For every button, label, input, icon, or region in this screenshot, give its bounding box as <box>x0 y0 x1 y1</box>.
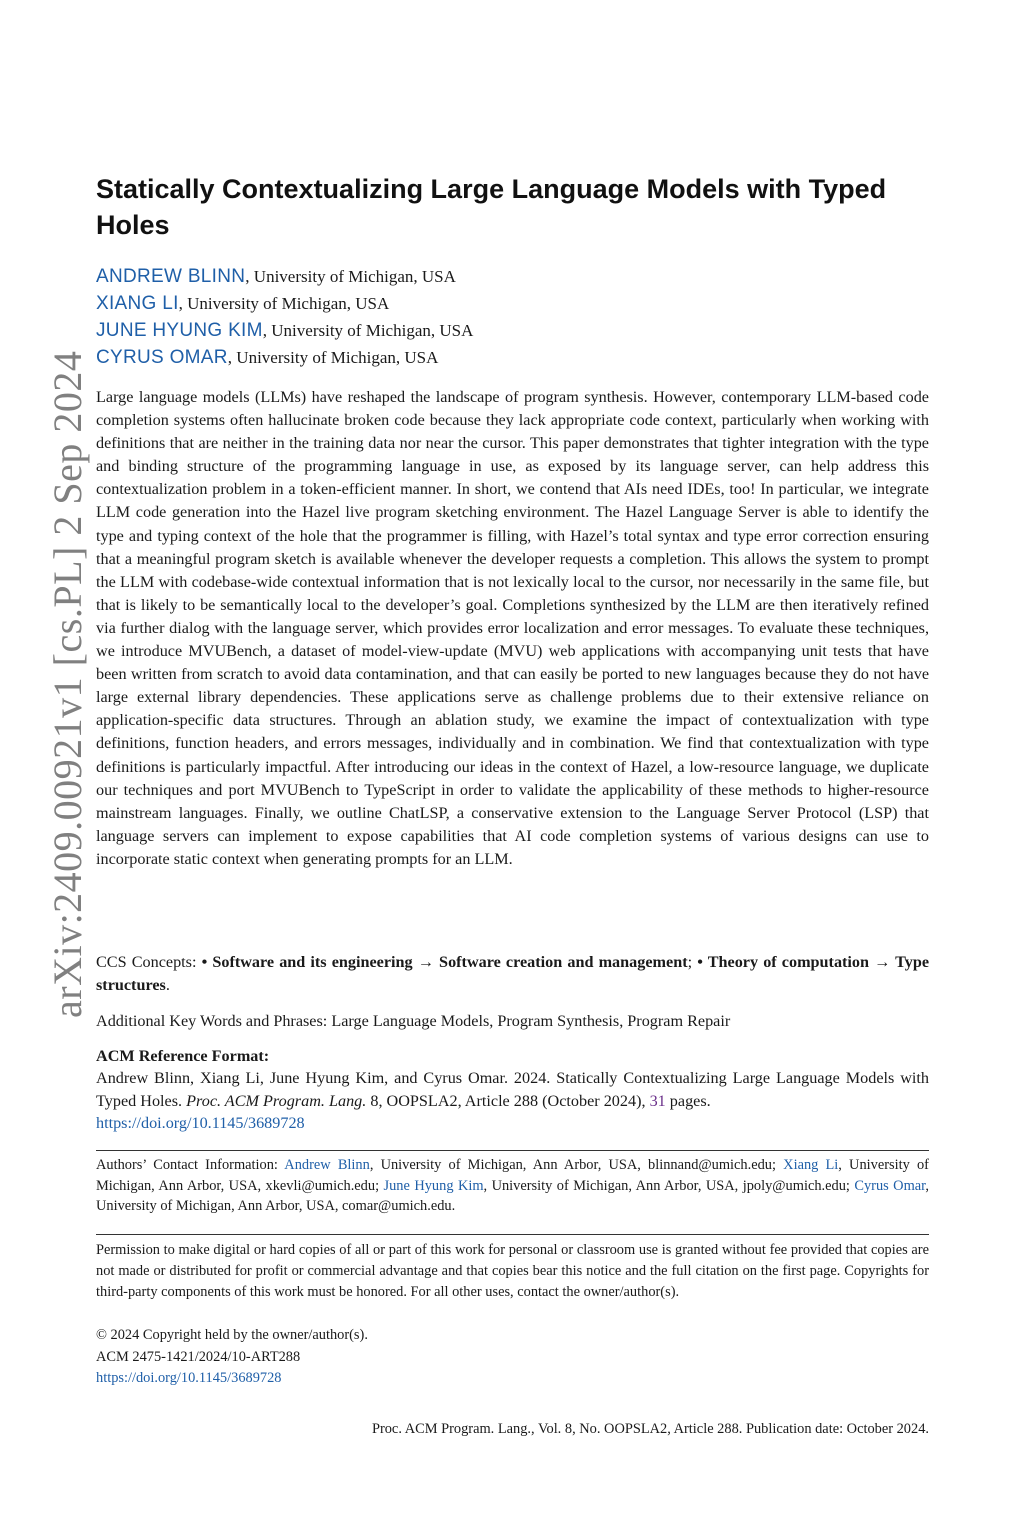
author-entry <box>96 290 929 317</box>
ccs-bullet: • <box>201 953 213 971</box>
reference-details: 8, OOPSLA2, Article 288 (October 2024), <box>366 1091 650 1110</box>
reference-pages-suffix: pages. <box>665 1091 711 1110</box>
ccs-concept-software: Software and its engineering → Software creation and management <box>212 953 688 971</box>
contact-author-info: , University of Michigan, Ann Arbor, USA, jpoly@umich.edu; <box>483 1177 855 1194</box>
reference-authors-title: Andrew Blinn, Xiang Li, June Hyung Kim, and Cyrus Omar. 2024. Statically Contextualizing Large Language Models with Typed Holes. <box>96 1069 929 1110</box>
ccs-concept-theory: Theory of computation → Type structures <box>96 953 930 994</box>
ccs-end: . <box>165 976 170 994</box>
author-affiliation: , University of Michigan, USA <box>227 348 439 367</box>
contact-author-link[interactable]: June Hyung Kim <box>383 1177 484 1194</box>
contact-label: Authors’ Contact Information: <box>96 1157 285 1173</box>
page-footer: Proc. ACM Program. Lang., Vol. 8, No. OOPSLA2, Article 288. Publication date: October 2024. <box>371 1421 929 1437</box>
author-affiliation: , University of Michigan, USA <box>245 267 456 286</box>
paper-title: Statically Contextualizing Large Language Models with Typed Holes <box>96 174 887 240</box>
ccs-separator: ; <box>687 953 698 971</box>
author-name[interactable]: JUNE HYUNG KIM <box>96 320 263 341</box>
author-contact-info <box>96 1155 929 1217</box>
author-name[interactable]: XIANG LI <box>96 293 179 314</box>
contact-author-info: , University of Michigan, Ann Arbor, USA, comar@umich.edu. <box>96 1177 929 1214</box>
contact-author-info: , University of Michigan, Ann Arbor, USA, xkevli@umich.edu; <box>96 1157 929 1194</box>
author-entry <box>96 344 929 371</box>
acm-reference <box>96 1067 929 1135</box>
ccs-concepts <box>96 951 929 997</box>
author-name[interactable]: ANDREW BLINN <box>96 266 246 287</box>
divider <box>96 1234 929 1235</box>
arxiv-identifier-stamp: arXiv:2409.00921v1 [cs.PL] 2 Sep 2024 <box>45 350 90 1018</box>
divider <box>96 1150 929 1151</box>
contact-author-link[interactable]: Andrew Blinn <box>284 1157 370 1173</box>
reference-venue: Proc. ACM Program. Lang. <box>186 1091 367 1110</box>
reference-pages-link[interactable]: 31 <box>649 1091 666 1110</box>
ccs-label: CCS Concepts: <box>96 953 202 971</box>
author-entry <box>96 263 929 290</box>
copyright-notice: © 2024 Copyright held by the owner/author(s). <box>96 1327 368 1343</box>
contact-author-link[interactable]: Cyrus Omar <box>854 1177 926 1194</box>
contact-author-info: , University of Michigan, Ann Arbor, USA, blinnand@umich.edu; <box>369 1157 784 1173</box>
keywords: Additional Key Words and Phrases: Large Language Models, Program Synthesis, Program Repair <box>96 1012 731 1030</box>
permission-notice: Permission to make digital or hard copies of all or part of this work for personal or classroom use is granted without fee provided that copies are not made or distributed for profit or commercial advantage and that copies bear this notice and the full citation on the first page. Copyrights for third-party components of this work must be honored. For all other uses, contact the owner/author(s). <box>96 1242 929 1300</box>
author-name[interactable]: CYRUS OMAR <box>96 347 228 368</box>
abstract: Large language models (LLMs) have reshaped the landscape of program synthesis. However, contemporary LLM-based code completion systems often hallucinate broken code because they lack appropriate code context, particularly when working with definitions that are neither in the training data nor near the cursor. This paper demonstrates that tighter integration with the type and binding structure of the programming language in use, as exposed by its language server, can help address this contextualization problem in a token-efficient manner. In short, we contend that AIs need IDEs, too! In particular, we integrate LLM code generation into the Hazel live program sketching environment. The Hazel Language Server is able to identify the type and typing context of the hole that the programmer is filling, with Hazel’s total syntax and type error correction ensuring that a meaningful program sketch is available whenever the developer requests a completion. This allows the system to prompt the LLM with codebase-wide contextual information that is not lexically local to the cursor, nor necessarily in the same file, but that is likely to be semantically local to the developer’s goal. Completions synthesized by the LLM are then iteratively refined via further dialog with the language server, which provides error localization and error messages. To evaluate these techniques, we introduce MVUBench, a dataset of model-view-update (MVU) web applications with accompanying unit tests that have been written from scratch to avoid data contamination, and that can easily be ported to new languages because they do not have large external library dependencies. These applications serve as challenge problems due to their extensive reliance on application-specific data structures. Through an ablation study, we examine the impact of contextualization with type definitions, function headers, and errors messages, individually and in combination. We find that contextualization with type definitions is particularly impactful. After introducing our ideas in the context of Hazel, a low-resource language, we duplicate our techniques and port MVUBench to TypeScript in order to validate the applicability of these methods to higher-resource mainstream languages. Finally, we outline ChatLSP, a conservative extension to the Language Server Protocol (LSP) that language servers can implement to expose capabilities that AI code completion systems of various designs can use to incorporate static context when generating prompts for an LLM. <box>96 388 929 868</box>
author-list <box>96 263 929 371</box>
author-affiliation: , University of Michigan, USA <box>178 294 390 313</box>
doi-link[interactable]: https://doi.org/10.1145/3689728 <box>96 1370 282 1386</box>
acm-identifier: ACM 2475-1421/2024/10-ART288 <box>96 1349 301 1365</box>
author-entry <box>96 317 929 344</box>
acm-reference-heading: ACM Reference Format: <box>96 1047 270 1065</box>
reference-doi-link[interactable]: https://doi.org/10.1145/3689728 <box>96 1114 305 1132</box>
author-affiliation: , University of Michigan, USA <box>262 321 474 340</box>
contact-author-link[interactable]: Xiang Li <box>783 1157 839 1173</box>
ccs-bullet: • <box>697 953 708 971</box>
